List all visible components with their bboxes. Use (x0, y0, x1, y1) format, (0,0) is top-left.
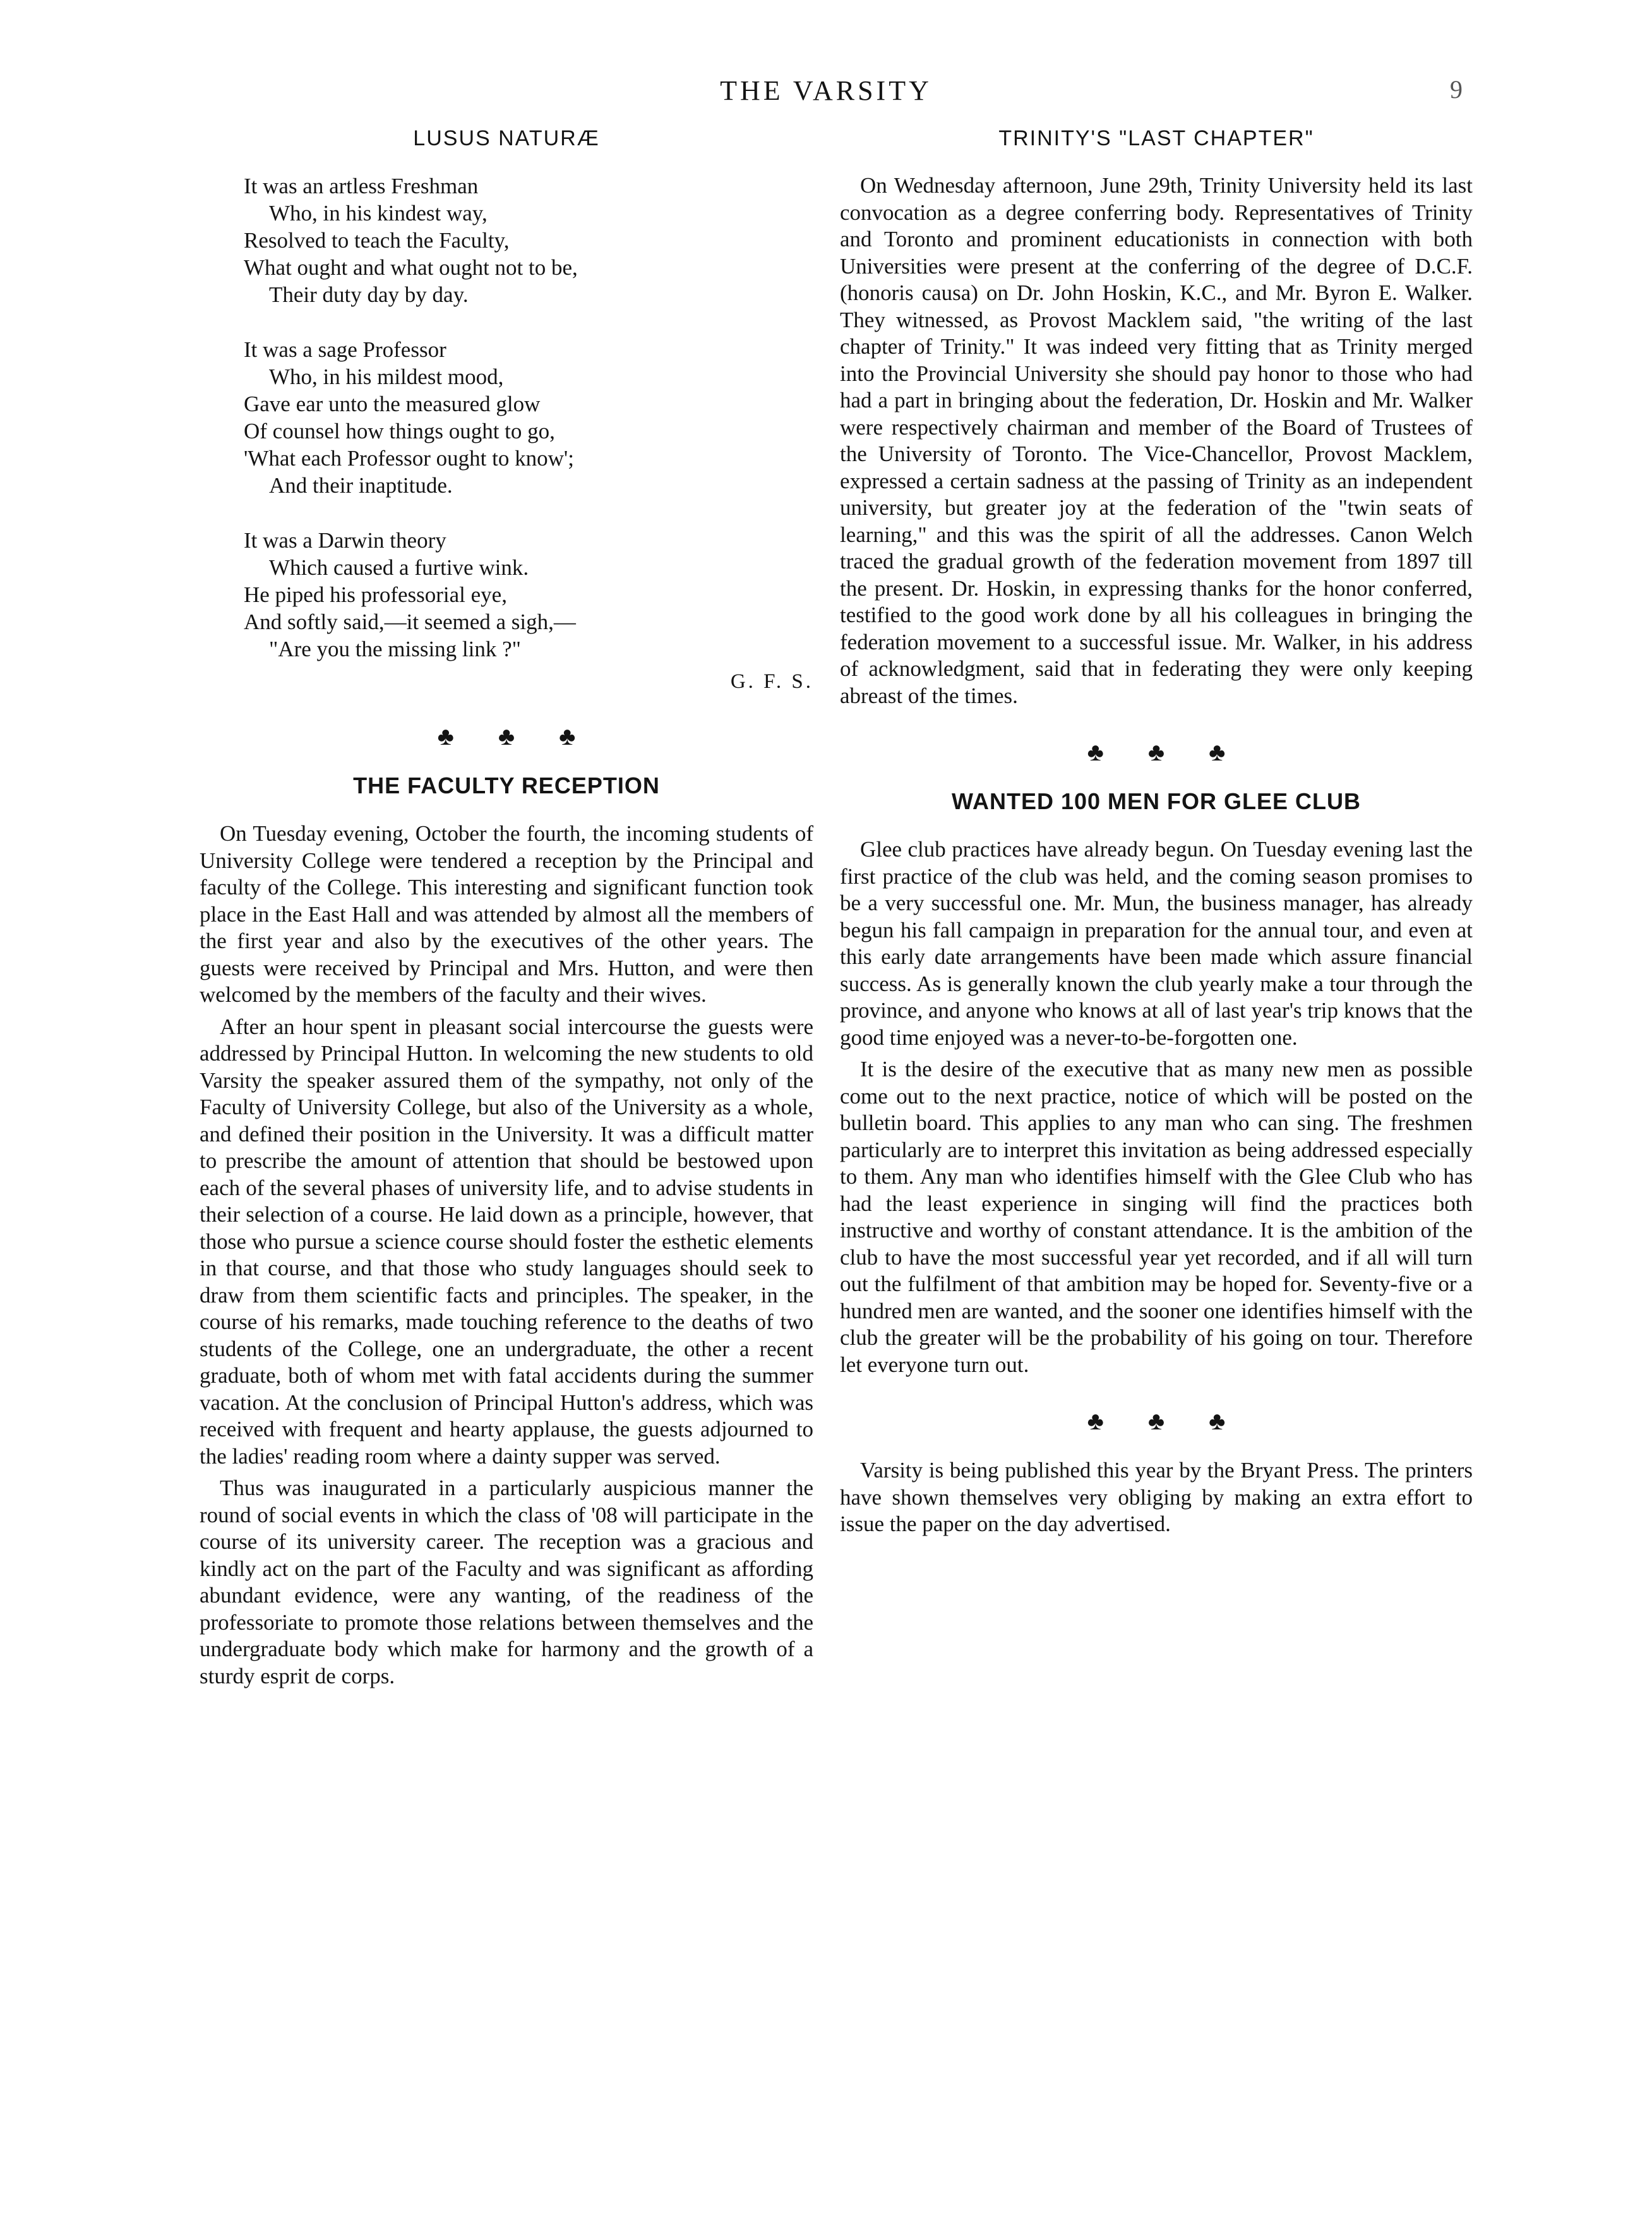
article-paragraph: After an hour spent in pleasant social intercourse the guests were addressed by Principal Hutton. In welcoming the new students to old Varsity the speaker assured them of the sympathy, not only of the Faculty of University College, but also of the University as a whole, and defined their position in the University. It was a difficult matter to prescribe the amount of attention that should be bestowed upon each of the several phases of university life, and to advise students in their selection of a course. He laid down as a principle, however, that those who pursue a science course should foster the esthetic elements in that course, and that those who study languages should seek to draw from them scientific facts and principles. The speaker, in the course of his remarks, made touching reference to the deaths of two students of the College, one an undergraduate, the other a recent graduate, both of whom met with fatal accidents during the summer vacation. At the conclusion of Principal Hutton's address, which was received with frequent and hearty applause, the guests adjourned to the ladies' reading room where a dainty supper was served. (200, 1014, 813, 1469)
poem-line: What ought and what ought not to be, (244, 255, 578, 280)
poem-line: It was an artless Freshman (244, 174, 479, 198)
poem-line: Which caused a furtive wink. (269, 555, 529, 580)
article-title: TRINITY'S "LAST CHAPTER" (998, 126, 1314, 150)
left-column (200, 126, 813, 1695)
article-paragraph: It is the desire of the executive that as many new men as possible come out to the next practice, notice of which will be posted on the bulletin board. This applies to any man who can sing. The freshmen particularly are to interpret this invitation as being addressed especially to them. Any man who identifies himself with the Glee Club who has had the least experience in singing will find the practices both instructive and worthy of constant attendance. It is the ambition of the club to have the most successful year yet recorded, and if all will turn out the fulfilment of that ambition may be hoped for. Seventy-five or a hundred men are wanted, and the sooner one identifies himself with the club the greater will be the probability of his going on tour. Therefore let everyone turn out. (840, 1057, 1473, 1377)
article-title: WANTED 100 MEN FOR GLEE CLUB (951, 788, 1362, 814)
poem-line: And softly said,—it seemed a sigh,— (244, 610, 576, 634)
poem-line: He piped his professorial eye, (244, 582, 507, 607)
poem-line: Who, in his mildest mood, (269, 364, 504, 389)
article-paragraph: On Wednesday afternoon, June 29th, Trinity University held its last convocation as a degree conferring body. Representatives of Trinity and Toronto and prominent educationists in connection with both Universities were present at the conferring of the degree of D.C.F. (honoris causa) on Dr. John Hoskin, K.C., and Mr. Byron E. Walker. They witnessed, as Provost Macklem said, "the writing of the last chapter of Trinity." It was indeed very fitting that as Trinity merged into the Provincial University she should pay honor to those who had had a part in bringing about the federation, Dr. Hoskin and Mr. Walker were respectively chairman and member of the Board of Trustees of the University of Toronto. The Vice-Chancellor, Provost Macklem, expressed a certain sadness at the passing of Trinity as an independent university, but greater joy at the federation of the "twin seats of learning," and this was the spirit of all the addresses. Canon Welch traced the gradual growth of the federation movement from 1897 till the present. Dr. Hoskin, in expressing thanks for the honor conferred, testified to the good work done by all his colleagues in bringing the federation movement to a successful issue. Mr. Walker, in his address of acknowledgment, said that in federating they were only keeping abreast of the times. (840, 173, 1473, 708)
poem-line: Their duty day by day. (269, 282, 469, 307)
poem-line: 'What each Professor ought to know'; (244, 446, 574, 471)
poem-line: Gave ear unto the measured glow (244, 392, 541, 416)
poem-line: "Are you the missing link ?" (269, 637, 521, 661)
poem-line: Resolved to teach the Faculty, (244, 228, 510, 253)
right-column (840, 126, 1473, 1543)
article-paragraph: Thus was inaugurated in a particularly auspicious manner the round of social events in which the class of '08 will participate in the course of its university career. The reception was a gracious and kindly act on the part of the Faculty and was significant as affording abundant evidence, were any wanting, of the readiness of the professoriate to promote those relations between themselves and the undergraduate body which make for harmony and the growth of a sturdy esprit de corps. (200, 1476, 813, 1688)
poem-stanza (244, 172, 813, 308)
clover-divider: ♣ ♣ ♣ (437, 722, 595, 750)
article-title: THE FACULTY RECEPTION (353, 773, 660, 798)
poem-stanza (244, 336, 813, 499)
masthead: THE VARSITY (720, 75, 932, 106)
clover-divider: ♣ ♣ ♣ (1087, 1407, 1245, 1435)
poem-line: And their inaptitude. (269, 473, 453, 498)
article-paragraph: Glee club practices have already begun. On Tuesday evening last the first practice of the club was held, and the coming season promises to be a very successful one. Mr. Mun, the business manager, has already begun his fall campaign in preparation for the annual tour, and even at this early date arrangements have been made which assure financial success. As is generally known the club yearly make a tour through the province, and anyone who knows at all of last year's trip knows that the good time enjoyed was a never-to-be-forgotten one. (840, 837, 1473, 1050)
clover-divider: ♣ ♣ ♣ (1087, 738, 1245, 766)
poem-line: It was a Darwin theory (244, 528, 446, 553)
poem-stanza (244, 527, 813, 663)
poem-line: Of counsel how things ought to go, (244, 419, 555, 443)
poem (244, 172, 813, 663)
article-paragraph: On Tuesday evening, October the fourth, the incoming students of University College were tendered a reception by the Principal and faculty of the College. This interesting and significant function took place in the East Hall and was attended by almost all the members of the first year and also by the executives of the other years. The guests were received by Principal and Mrs. Hutton, and were then welcomed by the members of the faculty and their wives. (200, 821, 813, 1007)
poem-signature: G. F. S. (730, 670, 813, 693)
page-number: 9 (1450, 75, 1463, 104)
poem-title: LUSUS NATURÆ (413, 126, 600, 150)
poem-line: It was a sage Professor (244, 337, 446, 362)
poem-line: Who, in his kindest way, (269, 201, 488, 226)
notice-paragraph: Varsity is being published this year by the Bryant Press. The printers have shown themselves very obliging by making an extra effort to issue the paper on the day advertised. (840, 1458, 1473, 1536)
